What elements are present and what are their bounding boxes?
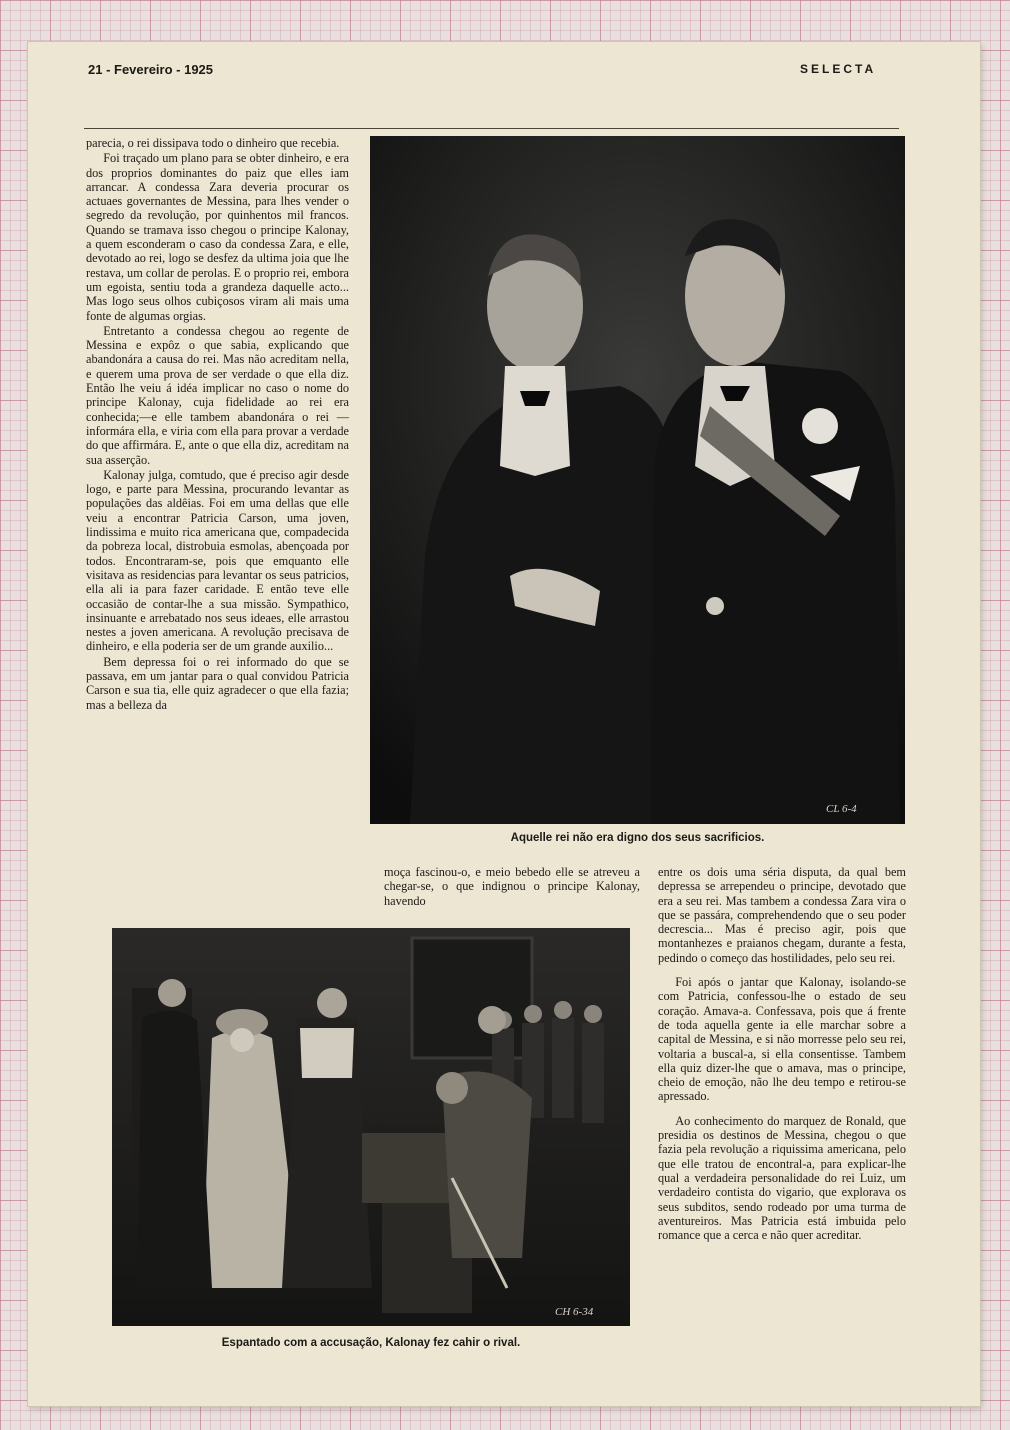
photo-mark: CL 6-4 — [826, 803, 857, 815]
right-column — [658, 865, 906, 1242]
paragraph: Bem depressa foi o rei informado do que se passava, em um jantar para o qual convidou Patricia Carson e sua tia, elle quiz agradecer o que ella fazia; mas a belleza da — [86, 654, 349, 712]
paragraph: Ao conhecimento do marquez de Ronald, que presidia os destinos de Messina, chegou o que fazia pela revolução a riquissima americana, pelo que elle tratou de encontral-a, para explicar-lhe qual a verdadeira personalidade do rei Luiz, um verdadeiro contista do vigario, que explorava os seus subditos, sendo rodeado por uma turma de aventureiros. Mas Patricia está imbuida pelo romance que a cerca e não quer acreditar. — [658, 1113, 906, 1243]
paragraph: Foi traçado um plano para se obter dinheiro, e era dos proprios dominantes do paiz que elles iam arrancar. A condessa Zara deveria procurar os actuaes governantes de Messina, para lhes vender o segredo da revolução, por quinhentos mil francos. Quando se tramava isso chegou o principe Kalonay, a quem esconderam o caso da condessa Zara, e elle, devotado ao rei, logo se desfez da ultima joia que lhe restava, um collar de perolas. E o proprio rei, embora um egoista, sentiu toda a grandeza daquelle acto... Mas logo seus olhos cubiçosos viram ali mais uma fonte de algumas orgias. — [86, 151, 349, 323]
paragraph: parecia, o rei dissipava todo o dinheiro que recebia. — [86, 136, 340, 150]
paragraph: Entretanto a condessa chegou ao regente de Messina e expôz o que sabia, explicando que abandonára a causa do rei. Mas não acreditam nella, e querem uma prova de ser verdade o que ella diz. Então lhe veiu á idéa implicar no caso o nome do principe Kalonay, cuja fidelidade ao rei era conhecida;—e elle tambem abandonára o rei — informára ella, e viria com ella para provar a verdade do que affirmára. E, ante o que ella diz, acreditam na sua asserção. — [86, 323, 349, 467]
magazine-title: SELECTA — [800, 62, 877, 76]
issue-date: 21 - Fevereiro - 1925 — [88, 62, 214, 77]
header-rule — [84, 128, 899, 129]
top-photo-caption: Aquelle rei não era digno dos seus sacrificios. — [510, 832, 765, 844]
paragraph: moça fascinou-o, e meio bebedo elle se atreveu a chegar-se, o que indignou o principe Kalonay, havendo — [384, 865, 640, 908]
paragraph: Foi após o jantar que Kalonay, isolando-se com Patricia, confessou-lhe o estado de seu coração. Amava-a. Confessava, pois que á frente de toda aquella gente ia elle marchar sobre a capital de Messina, e si não morresse pelo seu rei, voltaria a buscal-a, si ella consentisse. Tambem ella quiz dizer-lhe que o amava, mas o principe, cheio de emoção, não lhe deu tempo e retirou-se apressado. — [658, 975, 906, 1104]
bottom-photo-caption: Espantado com a accusação, Kalonay fez cahir o rival. — [221, 1337, 521, 1349]
paragraph: entre os dois uma séria disputa, da qual bem depressa se arrependeu o principe, devotado que era a seu rei. Mas tambem a condessa Zara vira o que se passára, comprehendendo que o seu poder decrescia... Mas é preciso agir, pois que montanhezes e praianos chegam, durante a festa, pedindo o começo das hostilidades, pelo seu rei. — [658, 865, 906, 965]
top-photo — [370, 136, 905, 824]
bottom-photo — [112, 928, 630, 1326]
middle-column — [384, 865, 640, 908]
photo-mark: CH 6-34 — [555, 1306, 594, 1318]
left-column — [86, 136, 349, 712]
paragraph: Kalonay julga, comtudo, que é preciso agir desde logo, e parte para Messina, procurando levantar as populações das aldêias. Foi em uma dellas que elle veiu a encontrar Patricia Carson, uma joven, lindissima e muito rica americana que, compadecida da pobreza local, distrobuia esmolas, abençoada por todos. Encontraram-se, pois que emquanto elle visitava as residencias para levantar os seus patricios, ella ali ia para fazer caridade. E então teve elle occasião de contar-lhe a sua missão. Sympathico, insinuante e arrebatado nos seus ideaes, elle arrastou nestes a joven americana. A revolução precisava de dinheiro, e ella poderia ser de um grande auxilio... — [86, 467, 349, 654]
